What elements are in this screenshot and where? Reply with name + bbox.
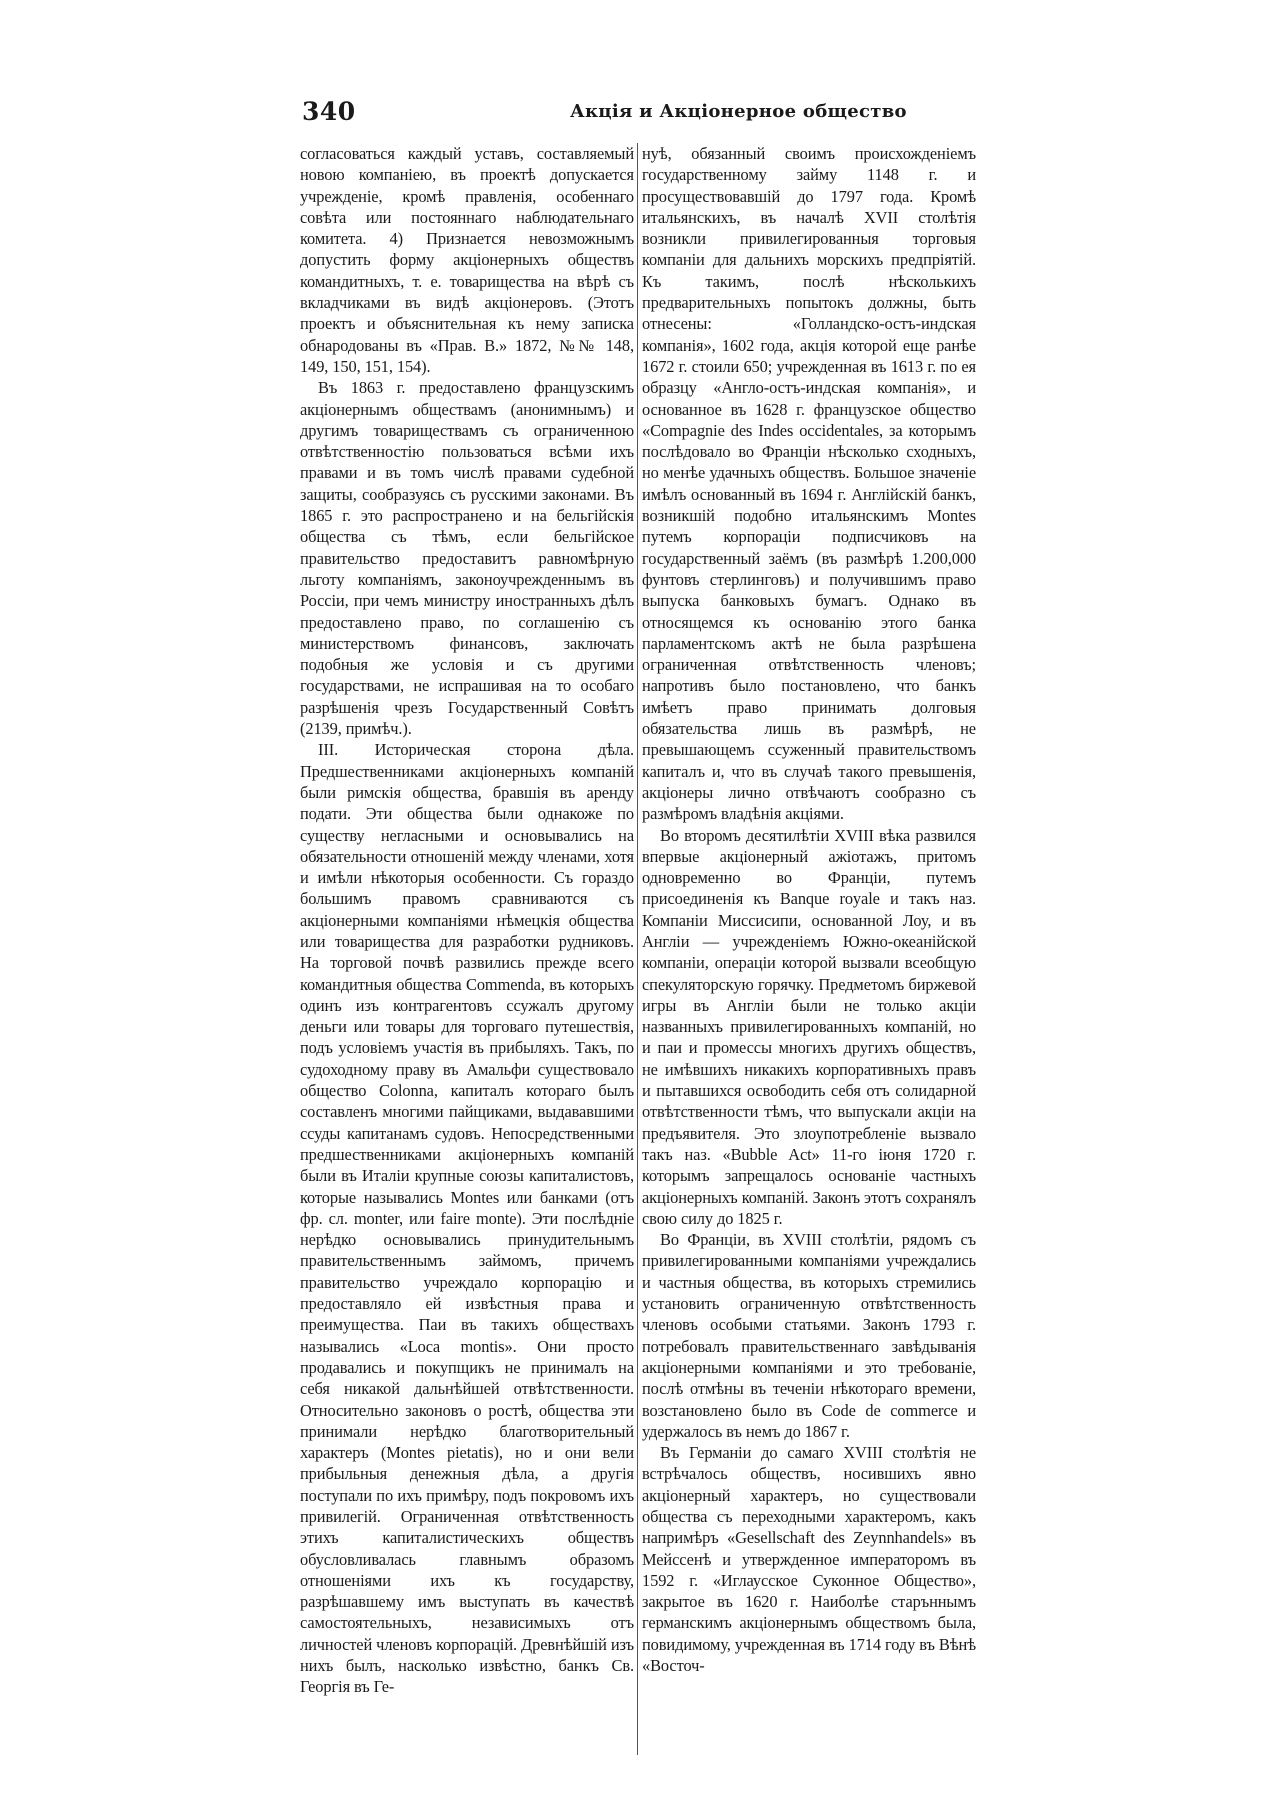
text-columns <box>300 143 976 1755</box>
right-paragraph-4: Въ Германіи до самаго XVIII столѣтія не встрѣчалось обществъ, носившихъ явно акціонерный характеръ, но существовали общества съ переходными характеромъ, какъ напримѣръ «Gesellschaft des Zeynnhandels» въ Мейссенѣ и утвержденное императоромъ въ 1592 г. «Иглаусское Суконное Общество», закрытое въ 1620 г. Наиболѣе старъннымъ германскимъ акціонернымъ обществомъ была, повидимому, учрежденная въ 1714 году въ Вѣнѣ «Восточ- <box>642 1443 976 1676</box>
left-column <box>300 143 634 1755</box>
right-column <box>642 143 976 1755</box>
left-paragraph-3: III. Историческая сторона дѣла. Предшественниками акціонерныхъ компаній были римскія общества, бравшія въ аренду подати. Эти общества были однакоже по существу негласными и основывались на обязательности отношеній между членами, хотя и имѣли нѣкоторыя особенности. Съ гораздо большимъ правомъ сравниваются съ акціонерными компаніями нѣмецкія общества или товарищества для разработки рудниковъ. На торговой почвѣ развились прежде всего командитныя общества Commenda, въ которыхъ одинъ изъ контрагентовъ ссужалъ другому деньги или товары для торговаго путешествія, подъ условіемъ участія въ прибыляхъ. Такъ, по судоходному праву въ Амальфи существовало общество Colonna, капиталъ котораго былъ составленъ многими пайщиками, выдававшими ссуды капитанамъ судовъ. Непосредственными предшественниками акціонерныхъ компаній были въ Италіи крупные союзы капиталистовъ, которые назывались Montes или банками (отъ фр. сл. monter, или faire monte). Эти послѣдніе нерѣдко основывались принудительнымъ правительственнымъ займомъ, причемъ правительство учреждало корпорацію и предоставляло ей извѣстныя права и преимущества. Паи въ такихъ обществахъ назывались «Loca montis». Они просто продавались и покупщикъ не принималъ на себя никакой дальнѣйшей отвѣтственности. Относительно законовъ о ростѣ, общества эти принимали нерѣдко благотворительный характеръ (Montes pietatis), но и они вели прибыльныя денежныя дѣла, а другія поступали по ихъ примѣру, подъ покровомъ ихъ привилегій. Ограниченная отвѣтственность этихъ капиталистическихъ обществъ обусловливалась главнымъ образомъ отношеніями ихъ къ государству, разрѣшавшему имъ выступать въ качествѣ самостоятельныхъ, независимыхъ отъ личностей членовъ корпорацій. Древнѣйшій изъ нихъ былъ, насколько извѣстно, банкъ Св. Георгія въ Ге- <box>300 740 634 1697</box>
left-paragraph-2: Въ 1863 г. предоставлено французскимъ акціонернымъ обществамъ (анонимнымъ) и другимъ товариществамъ съ ограниченною отвѣтственностію пользоваться всѣми ихъ правами и въ томъ числѣ правами судебной защиты, сообразуясь съ русскими законами. Въ 1865 г. это распространено и на бельгійскія общества съ тѣмъ, если бельгійское правительство предоставитъ равномѣрную льготу компаніямъ, законоучрежденнымъ въ Россіи, при чемъ министру иностранныхъ дѣлъ предоставлено право, по соглашенію съ министерствомъ финансовъ, заключать подобныя же условія и съ другими государствами, не испрашивая на то особаго разрѣшенія чрезъ Государственный Совѣтъ (2139, примѣч.). <box>300 378 634 739</box>
page-number: 340 <box>302 97 356 126</box>
page-header <box>300 95 976 135</box>
running-title: Акція и Акціонерное общество <box>570 101 907 122</box>
column-divider <box>637 143 638 1755</box>
right-paragraph-1: нуѣ, обязанный своимъ происхожденіемъ государственному займу 1148 г. и просуществовавшій до 1797 года. Кромѣ итальянскихъ, въ началѣ XVII столѣтія возникли привилегированныя торговыя компаніи для дальнихъ морскихъ предпріятій. Къ такимъ, послѣ нѣсколькихъ предварительныхъ попытокъ должны, быть отнесены: «Голландско-остъ-индская компанія», 1602 года, акція которой еще ранѣе 1672 г. стоили 650; учрежденная въ 1613 г. по ея образцу «Англо-остъ-индская компанія», и основанное въ 1628 г. французское общество «Compagnie des Indes occidentales, за которымъ послѣдовало во Франціи нѣсколько сходныхъ, но менѣе удачныхъ обществъ. Большое значеніе имѣлъ основанный въ 1694 г. Англійскій банкъ, возникшій подобно итальянскимъ Montes путемъ корпораціи подписчиковъ на государственный заёмъ (въ размѣрѣ 1.200,000 фунтовъ стерлинговъ) и получившимъ право выпуска банковыхъ бумагъ. Однако въ относящемся къ основанію этого банка парламентскомъ актѣ не была разрѣшена ограниченная отвѣтственность членовъ; напротивъ было постановлено, что банкъ имѣетъ право принимать долговыя обязательства лишь въ размѣрѣ, не превышающемъ ссуженный правительствомъ капиталъ и, что въ случаѣ такого превышенія, акціонеры лично отвѣчаютъ сообразно съ размѣромъ владѣнія акціями. <box>642 144 976 824</box>
left-paragraph-1: согласоваться каждый уставъ, составляемый новою компаніею, въ проектѣ допускается учрежденіе, кромѣ правленія, особеннаго совѣта или постояннаго наблюдательнаго комитета. 4) Признается невозможнымъ допустить форму акціонерныхъ обществъ командитныхъ, т. е. товарищества на вѣрѣ съ вкладчиками въ видѣ акціонеровъ. (Этотъ проектъ и объяснительная къ нему записка обнародованы въ «Прав. В.» 1872, №№ 148, 149, 150, 151, 154). <box>300 144 634 376</box>
right-paragraph-2: Во второмъ десятилѣтіи XVIII вѣка развился впервые акціонерный ажіотажъ, притомъ одновременно во Франціи, путемъ присоединенія къ Banque royale и такъ наз. Компаніи Миссисипи, основанной Лоу, и въ Англіи — учрежденіемъ Южно-океанійской компаніи, операціи которой вызвали всеобщую спекуляторскую горячку. Предметомъ биржевой игры въ Англіи были не только акціи названныхъ привилегированныхъ компаній, но и паи и промессы многихъ другихъ обществъ, не имѣвшихъ никакихъ корпоративныхъ правъ и пытавшихся освободить себя отъ солидарной отвѣтственности тѣмъ, что выпускали акціи на предъявителя. Это злоупотребленіе вызвало такъ наз. «Bubble Act» 11-го іюня 1720 г. которымъ запрещалось основаніе частныхъ акціонерныхъ компаній. Законъ этотъ сохранялъ свою силу до 1825 г. <box>642 825 976 1228</box>
right-paragraph-3: Во Франціи, въ XVIII столѣтіи, рядомъ съ привилегированными компаніями учреждались и частныя общества, въ которыхъ стремились установить ограниченную отвѣтственность членовъ особыми статьями. Законъ 1793 г. потребовалъ правительственнаго завѣдыванія акціонерными компаніями и это требованіе, послѣ отмѣны въ теченіи нѣкотораго времени, возстановлено было въ Code de commerce и удержалось въ немъ до 1867 г. <box>642 1230 976 1441</box>
document-page <box>300 95 976 1755</box>
